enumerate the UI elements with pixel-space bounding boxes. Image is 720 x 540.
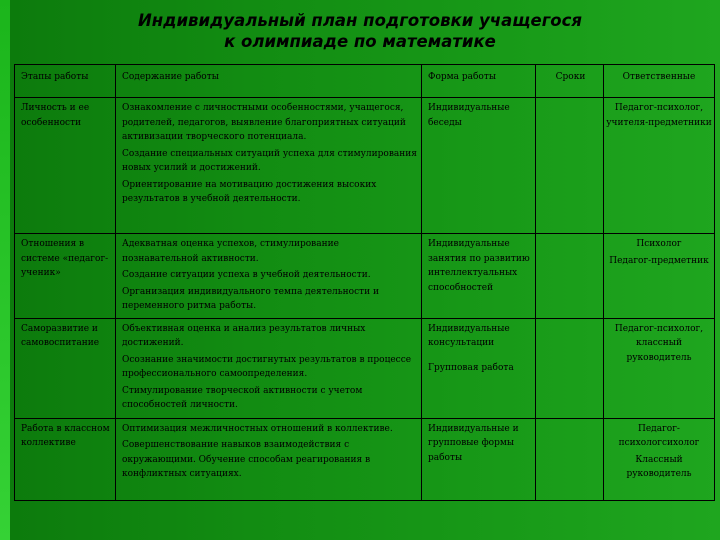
cell-responsible: [604, 234, 715, 319]
table-row: [15, 318, 715, 418]
responsible-paragraph: Педагог-психологсихолог: [618, 423, 700, 448]
content-paragraph: Создание специальных ситуаций успеха для стимулирования новых усилий и достижений.: [122, 148, 417, 173]
cell-dates: [536, 98, 604, 234]
form-paragraph: Индивидуальные и групповые формы работы: [428, 423, 519, 463]
cell-stage: Саморазвитие и самовоспитание: [15, 318, 116, 418]
plan-table: [14, 64, 715, 501]
cell-responsible: [604, 318, 715, 418]
content-paragraph: Организация индивидуального темпа деятельности и переменного ритма работы.: [122, 286, 379, 311]
cell-stage: Работа в классном коллективе: [15, 418, 116, 500]
content-paragraph: Осознание значимости достигнутых результатов в процессе профессионального самоопределения.: [122, 354, 412, 379]
responsible-paragraph: Педагог-психолог, классный руководитель: [614, 323, 704, 363]
form-paragraph: Групповая работа: [428, 362, 514, 373]
left-accent-bar: [0, 0, 10, 540]
header-stage: Этапы работы: [15, 65, 116, 98]
cell-form: [422, 318, 536, 418]
content-paragraph: Оптимизация межличностных отношений в коллективе.: [122, 423, 393, 434]
cell-form: [422, 234, 536, 319]
cell-content: [116, 98, 422, 234]
content-paragraph: Создание ситуации успеха в учебной деятельности.: [122, 270, 371, 280]
form-paragraph: Индивидуальные занятия по развитию интеллектуальных способностей: [428, 239, 530, 293]
table-row: [15, 418, 715, 500]
responsible-paragraph: Педагог-предметник: [609, 255, 709, 266]
cell-responsible: [604, 418, 715, 500]
responsible-paragraph: Педагог-психолог, учителя-предметники: [606, 103, 712, 128]
table-header-row: [15, 65, 715, 98]
table-row: [15, 98, 715, 234]
cell-content: [116, 318, 422, 418]
cell-content: [116, 418, 422, 500]
form-paragraph: Индивидуальные беседы: [428, 103, 510, 128]
cell-stage: Отношения в системе «педагог-ученик»: [15, 234, 116, 319]
form-paragraph: Индивидуальные консультации: [428, 323, 510, 348]
title-line-1: Индивидуальный план подготовки учащегося: [137, 11, 583, 30]
header-responsible: Ответственные: [604, 65, 715, 98]
responsible-paragraph: Психолог: [636, 239, 682, 249]
content-paragraph: Совершенствование навыков взаимодействия с окружающими. Обучение способам реагирования в конфликтных ситуациях.: [122, 440, 371, 479]
content-paragraph: Стимулирование творческой активности с учетом способностей личности.: [122, 385, 363, 410]
content-paragraph: Ориентирование на мотивацию достижения высоких результатов в учебной деятельности.: [122, 179, 377, 204]
content-paragraph: Ознакомление с личностными особенностями, учащегося, родителей, педагогов, выявление благоприятных ситуаций активизации творческого потенциала.: [122, 103, 406, 142]
cell-responsible: [604, 98, 715, 234]
page-title: [0, 10, 720, 52]
content-paragraph: Адекватная оценка успехов, стимулирование познавательной активности.: [122, 239, 339, 264]
cell-dates: [536, 318, 604, 418]
header-form: Форма работы: [422, 65, 536, 98]
table-row: [15, 234, 715, 319]
responsible-paragraph: Классный руководитель: [626, 454, 692, 479]
title-line-2: к олимпиаде по математике: [224, 32, 496, 51]
content-paragraph: Объективная оценка и анализ результатов личных достижений.: [122, 323, 366, 348]
cell-form: [422, 418, 536, 500]
header-dates: Сроки: [536, 65, 604, 98]
cell-form: [422, 98, 536, 234]
cell-stage: Личность и ее особенности: [15, 98, 116, 234]
cell-content: [116, 234, 422, 319]
cell-dates: [536, 418, 604, 500]
header-content: Содержание работы: [116, 65, 422, 98]
cell-dates: [536, 234, 604, 319]
